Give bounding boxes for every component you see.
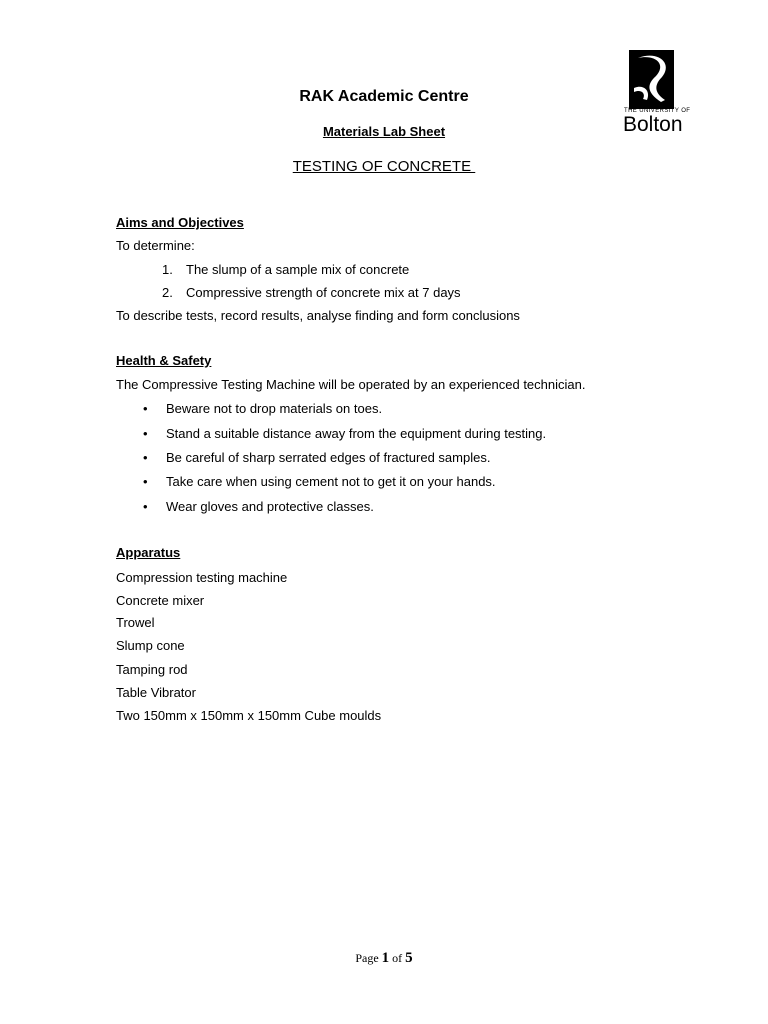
apparatus-item: Tamping rod (116, 662, 188, 677)
safety-bullet (143, 426, 546, 441)
aims-item-text: The slump of a sample mix of concrete (186, 262, 410, 277)
bullet-icon: • (143, 474, 148, 489)
apparatus-item: Concrete mixer (116, 593, 205, 608)
safety-bullet (143, 450, 490, 465)
total-pages: 5 (405, 950, 413, 966)
apparatus-item: Slump cone (116, 638, 185, 653)
apparatus-heading: Apparatus (116, 545, 181, 560)
aims-item (162, 262, 409, 277)
safety-intro: The Compressive Testing Machine will be operated by an experienced technician. (116, 377, 586, 392)
aims-heading: Aims and Objectives (116, 215, 244, 230)
safety-bullet (143, 474, 496, 489)
aims-intro: To determine: (116, 238, 195, 253)
centre-name: RAK Academic Centre (299, 88, 469, 105)
safety-bullet-text: Beware not to drop materials on toes. (166, 401, 383, 416)
safety-bullet-text: Wear gloves and protective classes. (166, 499, 374, 514)
logo-name: Bolton (623, 113, 683, 136)
safety-bullet-text: Take care when using cement not to get it on your hands. (166, 474, 496, 489)
safety-bullet-text: Be careful of sharp serrated edges of fractured samples. (166, 450, 491, 465)
bullet-icon: • (143, 450, 148, 465)
logo-small-text: THE UNIVERSITY OF (624, 108, 691, 114)
aims-outro: To describe tests, record results, analyse finding and form conclusions (116, 308, 520, 323)
bullet-icon: • (143, 401, 148, 416)
page-word: Page (355, 951, 379, 965)
current-page: 1 (381, 950, 390, 966)
safety-bullet-text: Stand a suitable distance away from the equipment during testing. (166, 426, 547, 441)
page-footer (0, 950, 768, 967)
apparatus-item: Table Vibrator (116, 685, 196, 700)
aims-item-number: 2. (162, 285, 173, 300)
safety-bullet (143, 499, 374, 514)
of-word: of (392, 951, 403, 965)
aims-item-text: Compressive strength of concrete mix at 7 days (186, 285, 461, 300)
aims-item-number: 1. (162, 262, 173, 277)
bullet-icon: • (143, 499, 148, 514)
apparatus-item: Trowel (116, 615, 155, 630)
safety-bullet (143, 401, 382, 416)
bullet-icon: • (143, 426, 148, 441)
apparatus-item: Compression testing machine (116, 570, 288, 585)
document-title: TESTING OF CONCRETE (292, 158, 476, 175)
aims-item (162, 285, 461, 300)
apparatus-item: Two 150mm x 150mm x 150mm Cube moulds (116, 708, 382, 723)
sheet-title: Materials Lab Sheet (322, 124, 446, 139)
safety-heading: Health & Safety (116, 353, 212, 368)
